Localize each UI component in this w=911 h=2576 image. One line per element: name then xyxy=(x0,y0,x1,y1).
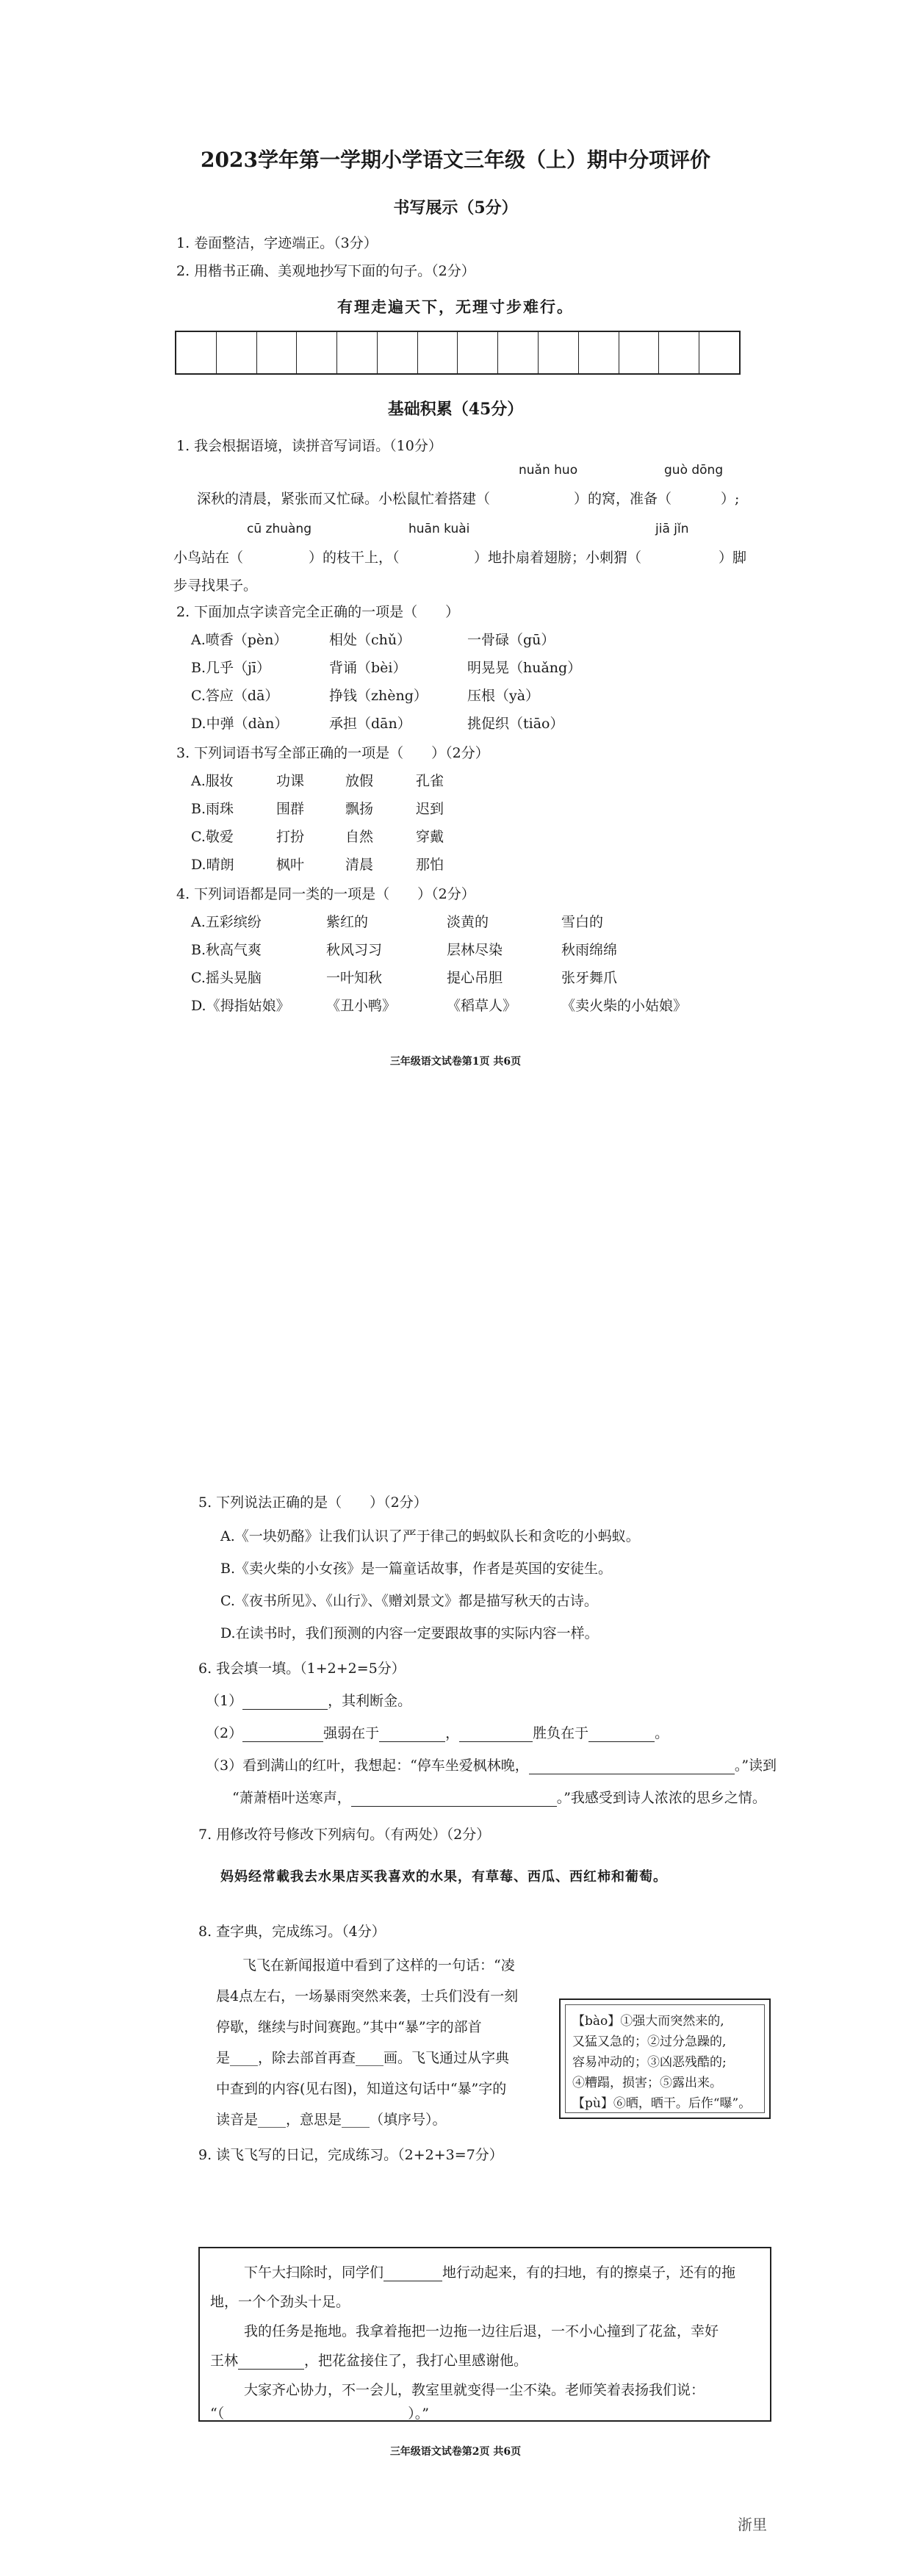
grid-cell[interactable] xyxy=(257,332,298,373)
q6-1-label: （1） xyxy=(206,1693,243,1709)
q4-word: 秋风习习 xyxy=(326,942,383,958)
grid-cell[interactable] xyxy=(619,332,660,373)
q3-word: 飘扬 xyxy=(345,801,374,817)
q1-line2b: ）的枝干上，（ xyxy=(309,550,400,566)
q8-line: 晨4点左右，一场暴雨突然来袭，士兵们没有一刻 xyxy=(216,1988,519,2004)
diary-text: 王林 xyxy=(210,2353,239,2369)
q6-2-blank2[interactable] xyxy=(379,1741,445,1742)
writing-q1: 1. 卷面整洁，字迹端正。（3分） xyxy=(176,235,378,251)
q4-word: 提心吊胆 xyxy=(447,970,503,986)
grid-cell[interactable] xyxy=(337,332,378,373)
q8-line: 读音是____，意思是____（填序号）。 xyxy=(216,2112,447,2128)
diary-line4 xyxy=(210,2350,527,2370)
grid-cell[interactable] xyxy=(418,332,458,373)
q2-word: 背诵（bèi） xyxy=(329,660,407,676)
pinyin-cuzhuang: cū zhuàng xyxy=(247,522,312,536)
q8-line: 是____，除去部首再查____画。飞飞通过从字典 xyxy=(216,2050,510,2066)
diary-text: ，把花盆接住了，我打心里感谢他。 xyxy=(304,2353,528,2369)
diary-line1 xyxy=(244,2262,735,2281)
pinyin-guodong: guò dōng xyxy=(664,463,724,478)
q4-word: 一叶知秋 xyxy=(326,970,383,986)
grid-cell[interactable] xyxy=(297,332,337,373)
q3-word: 那怕 xyxy=(416,857,444,873)
q6-3-text3: “萧萧梧叶送寒声， xyxy=(232,1790,351,1806)
q1-line3: 步寻找果子。 xyxy=(173,578,258,594)
q3-word: 打扮 xyxy=(276,829,305,845)
q2-option[interactable]: C.答应（dā） xyxy=(191,688,279,704)
watermark-text: 浙里 xyxy=(738,2516,767,2533)
q8-line: 中查到的内容(见右图)，知道这句话中“暴”字的 xyxy=(216,2081,507,2097)
q6-1-blank[interactable] xyxy=(242,1709,328,1710)
q6-3-blank2[interactable] xyxy=(351,1806,557,1807)
q3-word: 自然 xyxy=(345,829,374,845)
grid-cell[interactable] xyxy=(498,332,539,373)
q2-word: 挑促织（tiāo） xyxy=(467,716,564,732)
q3-word: 迟到 xyxy=(416,801,444,817)
q3-option[interactable]: B.雨珠 xyxy=(191,801,234,817)
q7-sick-sentence[interactable]: 妈妈经常載我去水果店买我喜欢的水果，有草莓、西瓜、西红柿和葡萄。 xyxy=(220,1869,667,1885)
writing-grid[interactable] xyxy=(175,331,741,375)
page2-footer: 三年级语文试卷第2页 共6页 xyxy=(389,2446,522,2458)
section-writing-title: 书写展示（5分） xyxy=(393,198,518,217)
q6-2-text2: 胜负在于 xyxy=(533,1725,589,1741)
q6-3-text2: 。”读到 xyxy=(734,1757,777,1774)
diary-text: ）。” xyxy=(408,2406,429,2422)
q9-prompt: 9. 读飞飞写的日记，完成练习。（2+2+3=7分） xyxy=(198,2147,503,2163)
q4-word: 雪白的 xyxy=(561,914,604,930)
q6-2-text1: 强弱在于 xyxy=(323,1725,380,1741)
diary-line3: 我的任务是拖地。我拿着拖把一边拖一边往后退，一不小心撞到了花盆，幸好 xyxy=(244,2323,719,2339)
dict-line: ④糟蹋，损害；⑤露出来。 xyxy=(572,2076,722,2090)
q6-3-text1: （3）看到满山的红叶，我想起：“停车坐爱枫林晚， xyxy=(206,1757,529,1774)
q5-option-d[interactable]: D.在读书时，我们预测的内容一定要跟故事的实际内容一样。 xyxy=(220,1625,599,1641)
q2-word: 挣钱（zhèng） xyxy=(329,688,428,704)
grid-cell[interactable] xyxy=(378,332,418,373)
q3-word: 功课 xyxy=(276,773,305,789)
q4-word: 《卖火柴的小姑娘》 xyxy=(561,998,688,1014)
grid-cell[interactable] xyxy=(176,332,217,373)
q4-option[interactable]: D.《拇指姑娘》 xyxy=(191,998,290,1014)
q6-2-blank1[interactable] xyxy=(242,1741,323,1742)
q4-word: 紫红的 xyxy=(326,914,369,930)
diary-line2: 地，一个个劲头十足。 xyxy=(210,2294,350,2310)
dict-line: 【pù】⑥晒，晒干。后作“曝”。 xyxy=(572,2096,752,2111)
q6-item1 xyxy=(206,1690,411,1710)
pinyin-huankuai: huān kuài xyxy=(408,522,470,536)
q5-option-c[interactable]: C.《夜书所见》、《山行》、《赠刘景文》都是描写秋天的古诗。 xyxy=(220,1593,598,1609)
q2-option[interactable]: D.中弹（dàn） xyxy=(191,716,289,732)
q6-prompt: 6. 我会填一填。（1+2+2=5分） xyxy=(198,1661,406,1677)
q4-option[interactable]: A.五彩缤纷 xyxy=(191,914,262,930)
q8-line: 飞飞在新闻报道中看到了这样的一句话：“凌 xyxy=(242,1957,515,1974)
section-basics-title: 基础积累（45分） xyxy=(387,400,524,419)
q2-word: 一骨碌（gū） xyxy=(467,632,555,648)
q2-word: 相处（chǔ） xyxy=(329,632,411,648)
writing-q2: 2. 用楷书正确、美观地抄写下面的句子。（2分） xyxy=(176,263,475,279)
q5-prompt: 5. 下列说法正确的是（ ）（2分） xyxy=(198,1494,428,1511)
q1-prompt: 1. 我会根据语境，读拼音写词语。（10分） xyxy=(176,438,442,454)
q4-word: 《丑小鸭》 xyxy=(326,998,397,1014)
q6-2-blank4[interactable] xyxy=(588,1741,655,1742)
diary-blank2[interactable] xyxy=(238,2369,304,2370)
q3-option[interactable]: C.敬爱 xyxy=(191,829,234,845)
grid-cell[interactable] xyxy=(699,332,739,373)
dict-line: 又猛又急的；②过分急躁的, xyxy=(572,2034,727,2049)
q6-3-text4: 。”我感受到诗人浓浓的思乡之情。 xyxy=(556,1790,766,1806)
q2-word: 压根（yà） xyxy=(467,688,540,704)
grid-cell[interactable] xyxy=(458,332,498,373)
dict-line: 【bào】①强大而突然来的, xyxy=(572,2014,724,2029)
exam-title: 2023学年第一学期小学语文三年级（上）期中分项评价 xyxy=(201,148,710,172)
q4-word: 张牙舞爪 xyxy=(561,970,618,986)
q2-word: 承担（dān） xyxy=(329,716,411,732)
q3-word: 围群 xyxy=(276,801,305,817)
q6-2-blank3[interactable] xyxy=(459,1741,533,1742)
q1-line1c: ）; xyxy=(721,491,740,507)
q1-line1b: ）的窝，准备（ xyxy=(574,491,672,507)
q6-item2 xyxy=(206,1722,669,1742)
q5-option-a[interactable]: A.《一块奶酪》让我们认识了严于律己的蚂蚁队长和贪吃的小蚂蚁。 xyxy=(220,1528,640,1544)
grid-cell[interactable] xyxy=(217,332,257,373)
q6-item3-cont xyxy=(232,1787,766,1807)
q4-word: 淡黄的 xyxy=(447,914,489,930)
q3-word: 孔雀 xyxy=(416,773,444,789)
q6-1-text: ，其利断金。 xyxy=(328,1693,412,1709)
q6-2-period: 。 xyxy=(655,1725,669,1741)
diary-text: 地行动起来，有的扫地，有的擦桌子，还有的拖 xyxy=(442,2264,736,2281)
q2-option[interactable]: B.几乎（jī） xyxy=(191,660,270,676)
q1-line2c: ）地扑扇着翅膀；小刺猬（ xyxy=(474,550,642,566)
q1-line1a: 深秋的清晨，紧张而又忙碌。小松鼠忙着搭建（ xyxy=(197,491,491,507)
grid-cell[interactable] xyxy=(579,332,619,373)
q4-word: 层林尽染 xyxy=(447,942,503,958)
q2-word: 明晃晃（huǎng） xyxy=(467,660,582,676)
q3-word: 枫叶 xyxy=(276,857,305,873)
q6-2-label: （2） xyxy=(206,1725,243,1741)
q2-option[interactable]: A.喷香（pèn） xyxy=(191,632,288,648)
pinyin-jiajin: jiā jǐn xyxy=(655,522,689,536)
q8-line: 停歇，继续与时间赛跑。”其中“暴”字的部首 xyxy=(216,2019,482,2035)
q7-prompt: 7. 用修改符号修改下列病句。（有两处）（2分） xyxy=(198,1827,491,1843)
q3-option[interactable]: D.晴朗 xyxy=(191,857,234,873)
q5-option-b[interactable]: B.《卖火柴的小女孩》是一篇童话故事，作者是英国的安徒生。 xyxy=(220,1561,613,1577)
grid-cell[interactable] xyxy=(659,332,699,373)
diary-box xyxy=(198,2247,771,2422)
dictionary-entry-box xyxy=(559,1998,771,2119)
q8-prompt: 8. 查字典，完成练习。（4分） xyxy=(198,1924,386,1940)
diary-text: “（ xyxy=(210,2406,225,2422)
q6-item3 xyxy=(206,1755,777,1774)
q4-word: 秋雨绵绵 xyxy=(561,942,618,958)
q3-word: 放假 xyxy=(345,773,374,789)
page1-footer: 三年级语文试卷第1页 共6页 xyxy=(389,1056,522,1068)
q4-prompt: 4. 下列词语都是同一类的一项是（ ）（2分） xyxy=(176,886,475,902)
copy-sentence: 有理走遍天下，无理寸步难行。 xyxy=(337,298,574,316)
q1-line2d: ）脚 xyxy=(719,550,747,566)
q2-prompt: 2. 下面加点字读音完全正确的一项是（ ） xyxy=(176,604,460,620)
q6-2-comma: ， xyxy=(445,1725,460,1741)
q1-line2a: 小鸟站在（ xyxy=(173,550,244,566)
q3-option[interactable]: A.服妆 xyxy=(191,773,234,789)
diary-text: 下午大扫除时，同学们 xyxy=(244,2264,384,2281)
diary-line6 xyxy=(210,2403,429,2422)
q3-word: 清晨 xyxy=(345,857,374,873)
q3-word: 穿戴 xyxy=(416,829,444,845)
q3-prompt: 3. 下列词语书写全部正确的一项是（ ）（2分） xyxy=(176,745,489,761)
q4-word: 《稻草人》 xyxy=(447,998,517,1014)
q4-option[interactable]: B.秋高气爽 xyxy=(191,942,262,958)
pinyin-nuanhuo: nuǎn huo xyxy=(519,463,578,478)
dict-line: 容易冲动的；③凶恶残酷的; xyxy=(572,2055,727,2070)
grid-cell[interactable] xyxy=(539,332,579,373)
diary-line5: 大家齐心协力，不一会儿，教室里就变得一尘不染。老师笑着表扬我们说： xyxy=(244,2382,705,2398)
q4-option[interactable]: C.摇头晃脑 xyxy=(191,970,262,986)
